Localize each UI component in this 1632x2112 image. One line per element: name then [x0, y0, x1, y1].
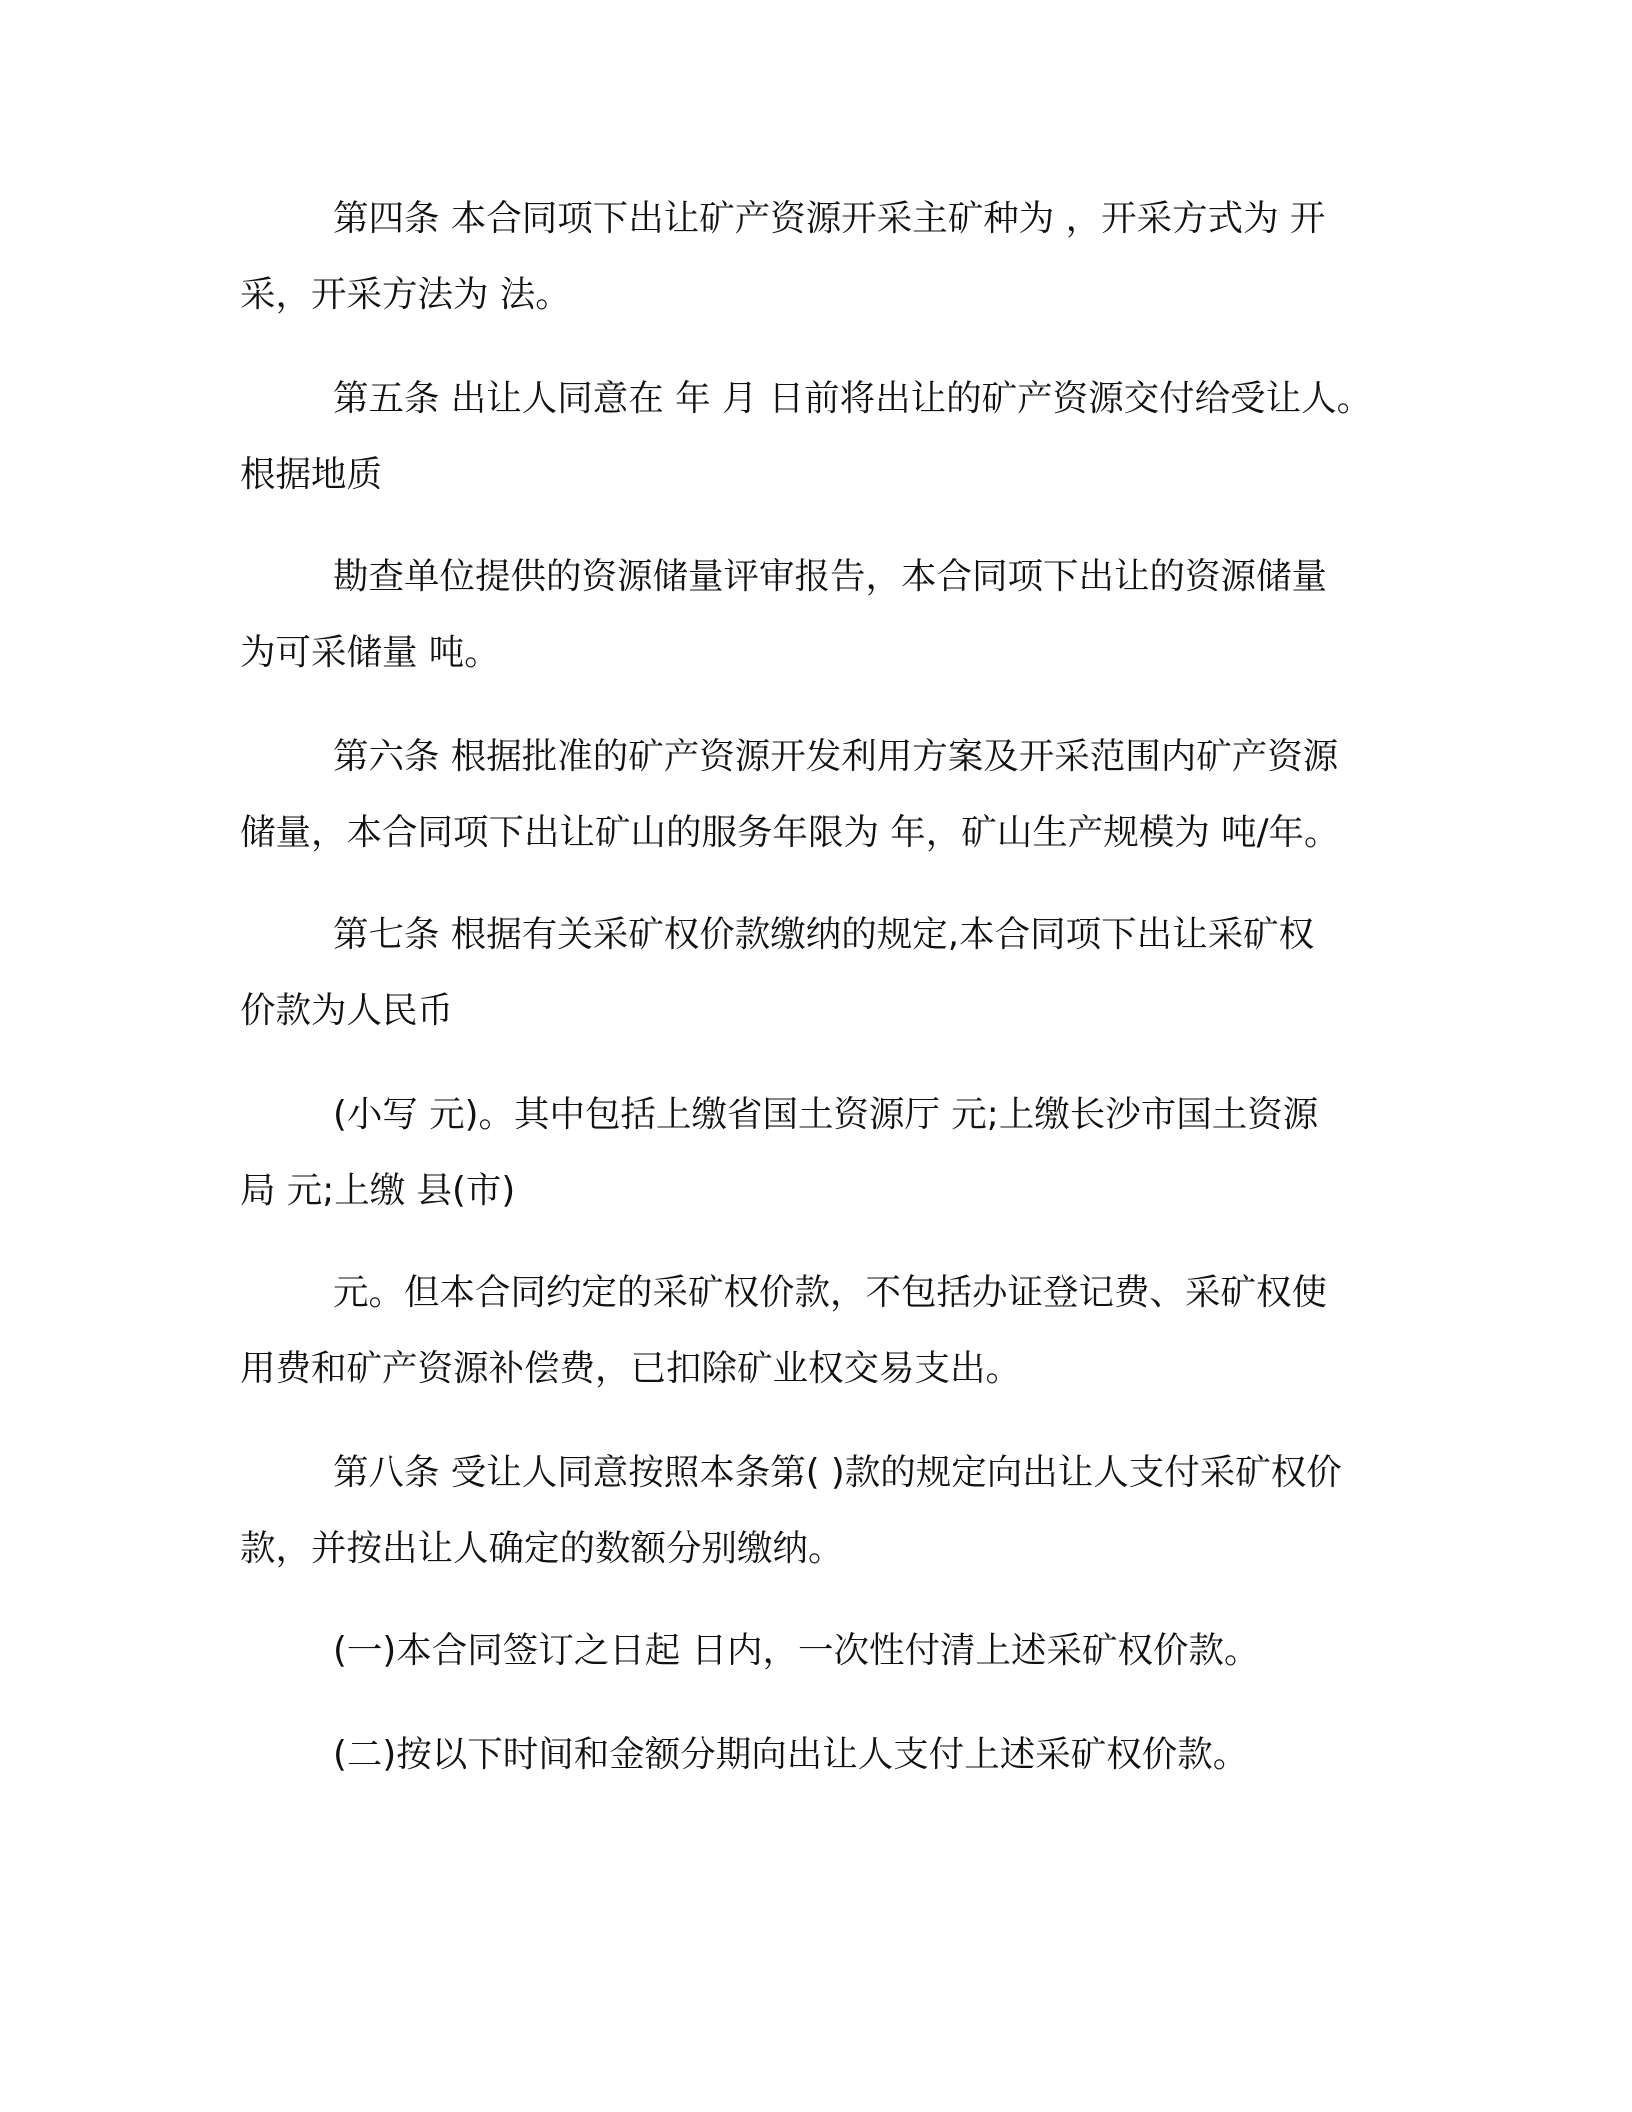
article-7-line-2: 价款为人民币	[240, 990, 454, 1031]
article-8-clause-1: (一)本合同签订之日起 日内，一次性付清上述采矿权价款。	[333, 1630, 1260, 1671]
article-4-line-2: 采，开采方法为 法。	[240, 274, 571, 315]
article-5-line-1: 第五条 出让人同意在 年 月 日前将出让的矿产资源交付给受让人。	[333, 378, 1373, 419]
article-7-line-1: 第七条 根据有关采矿权价款缴纳的规定,本合同项下出让采矿权	[333, 914, 1315, 955]
article-6-line-2: 储量，本合同项下出让矿山的服务年限为 年，矿山生产规模为 吨/年。	[240, 812, 1340, 853]
article-6-line-1: 第六条 根据批准的矿产资源开发利用方案及开采范围内矿产资源	[333, 736, 1339, 777]
article-7-line-6: 用费和矿产资源补偿费，已扣除矿业权交易支出。	[240, 1348, 1022, 1389]
article-5-line-4: 为可采储量 吨。	[240, 632, 500, 673]
article-5-line-2: 根据地质	[240, 454, 383, 495]
article-4-line-1: 第四条 本合同项下出让矿产资源开采主矿种为 ，开采方式为 开	[333, 198, 1326, 239]
article-5-line-3: 勘查单位提供的资源储量评审报告，本合同项下出让的资源储量	[333, 556, 1328, 597]
article-7-line-5: 元。但本合同约定的采矿权价款，不包括办证登记费、采矿权使	[333, 1272, 1328, 1313]
article-7-line-4: 局 元;上缴 县(市)	[240, 1170, 516, 1211]
article-8-clause-2: (二)按以下时间和金额分期向出让人支付上述采矿权价款。	[333, 1734, 1249, 1775]
article-8-line-2: 款，并按出让人确定的数额分别缴纳。	[240, 1528, 844, 1569]
article-8-line-1: 第八条 受让人同意按照本条第( )款的规定向出让人支付采矿权价	[333, 1452, 1342, 1493]
article-7-line-3: (小写 元)。其中包括上缴省国土资源厅 元;上缴长沙市国土资源	[333, 1094, 1319, 1135]
